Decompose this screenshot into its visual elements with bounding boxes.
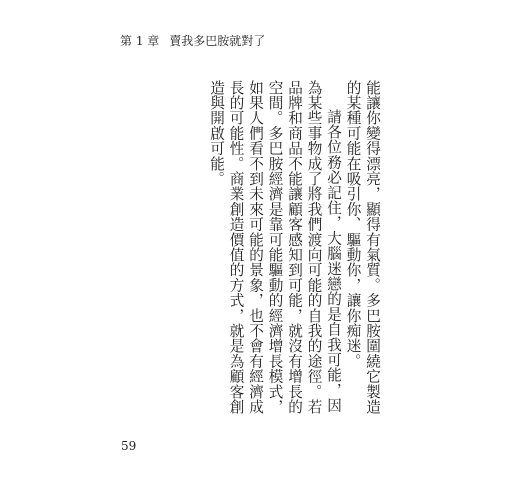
chapter-number: 第 1 章 [120,34,160,48]
page-number: 59 [121,439,137,453]
paragraph-1: 能讓你變得漂亮，顯得有氣質。多巴胺圍繞它製造的某種可能在吸引你、驅動你，讓你痴迷。 [344,80,381,415]
body-text [207,80,383,420]
paragraph-2: 請各位務必記住，大腦迷戀的是自我可能，因為某些事物成了將我們渡向可能的自我的途徑。若品牌和商品不能讓顧客感知到可能，就沒有增長的空間。多巴胺經濟是靠可能驅動的經濟增長模式，如果人們看不到未來可能的景象，也不會有經濟成長的可能性。商業創造價值的方式，就是為顧客創造與開啟可能。 [208,80,342,415]
chapter-title: 賣我多巴胺就對了 [169,34,266,48]
running-header [120,33,265,49]
